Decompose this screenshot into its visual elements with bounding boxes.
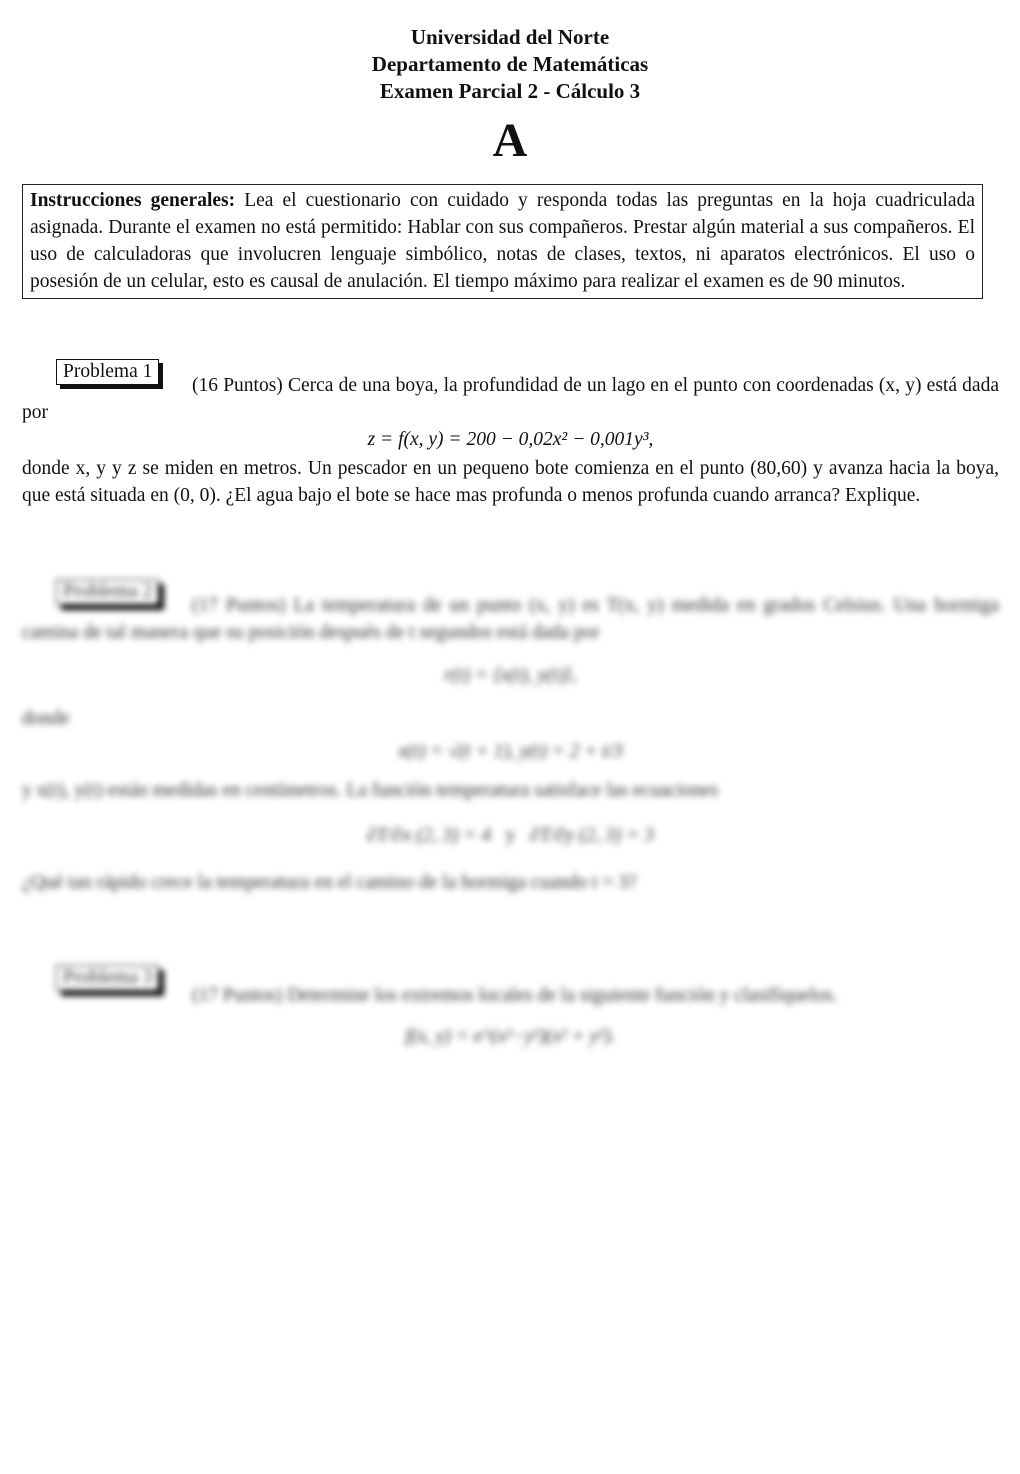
department-name: Departamento de Matemáticas <box>371 52 649 76</box>
instructions-text: Lea el cuestionario con cuidado y responda todas las preguntas en la hoja cuadriculada asignada. Durante el examen no está permitido: Hablar con sus compañeros. Prestar algún material a sus compañeros. El uso de calculadoras que involucren lenguaje simbólico, notas de clases, textos, ni aparatos electrónicos. El uso o posesión de un celular, esto es causal de anulación. El tiempo máximo para realizar el examen es de 90 minutos. <box>30 190 975 292</box>
problem-2-body: y x(t), y(t) están medidas en centímetros. La función temperatura satisface las ecuaciones <box>22 780 719 801</box>
problem-2-eq3a: ∂T/∂x (2, 3) = 4 <box>367 825 491 846</box>
exam-version: A <box>492 114 528 167</box>
problem-2-eq3 <box>22 822 999 849</box>
problem-2 <box>22 578 999 896</box>
problem-2-label: Problema 2 <box>56 579 159 605</box>
problem-2-question: ¿Qué tan rápido crece la temperatura en el camino de la hormiga cuando t = 3? <box>22 872 637 893</box>
problem-2-eq3b: ∂T/∂y (2, 3) = 3 <box>530 825 654 846</box>
problem-2-intro <box>22 578 999 646</box>
problem-3-label-box <box>56 964 159 991</box>
university-name: Universidad del Norte <box>410 25 610 49</box>
problem-1-label: Problema 1 <box>56 359 159 385</box>
problem-1-equation: z = f(x, y) = 200 − 0,02x² − 0,001y³, <box>367 429 654 450</box>
problem-3-label: Problema 3 <box>56 965 159 991</box>
problem-2-label-box <box>56 578 159 605</box>
problem-1-intro-text: (16 Puntos) Cerca de una boya, la profundidad de un lago en el punto con coordenadas (x, y) está dada por <box>22 375 999 423</box>
instructions-lead: Instrucciones generales: <box>30 190 236 211</box>
problem-1-label-box <box>56 358 159 385</box>
exam-header <box>0 24 1020 169</box>
problem-1-intro <box>22 358 999 426</box>
problem-3-intro-text: (17 Puntos) Determine los extremos locales de la siguiente función y clasifíquelos. <box>192 985 838 1006</box>
problem-3-equation: f(x, y) = e^(x²−y²)(x² + y²). <box>405 1026 616 1047</box>
exam-title: Examen Parcial 2 - Cálculo 3 <box>379 79 641 103</box>
problem-1 <box>22 358 999 509</box>
problem-2-eq1: r(t) = ⟨x(t), y(t)⟩, <box>444 665 577 686</box>
problem-2-intro-text: (17 Puntos) La temperatura de un punto (x, y) es T(x, y) medida en grados Celsius. Una hormiga camina de tal manera que su posición después de t segundos está dada por <box>22 595 999 643</box>
problem-2-eq3-join: y <box>505 825 516 846</box>
problem-2-where: donde <box>22 708 70 729</box>
problem-2-eq2: x(t) = √(t + 1), y(t) = 2 + t/3 <box>398 741 623 762</box>
problem-3-intro <box>22 964 999 1009</box>
instructions-box <box>22 184 983 299</box>
problem-1-body: donde x, y y z se miden en metros. Un pescador en un pequeno bote comienza en el punto (80,60) y avanza hacia la boya, que está situada en (0, 0). ¿El agua bajo el bote se hace mas profunda o menos profunda cuando arranca? Explique. <box>22 458 999 506</box>
problem-3 <box>22 964 999 1050</box>
